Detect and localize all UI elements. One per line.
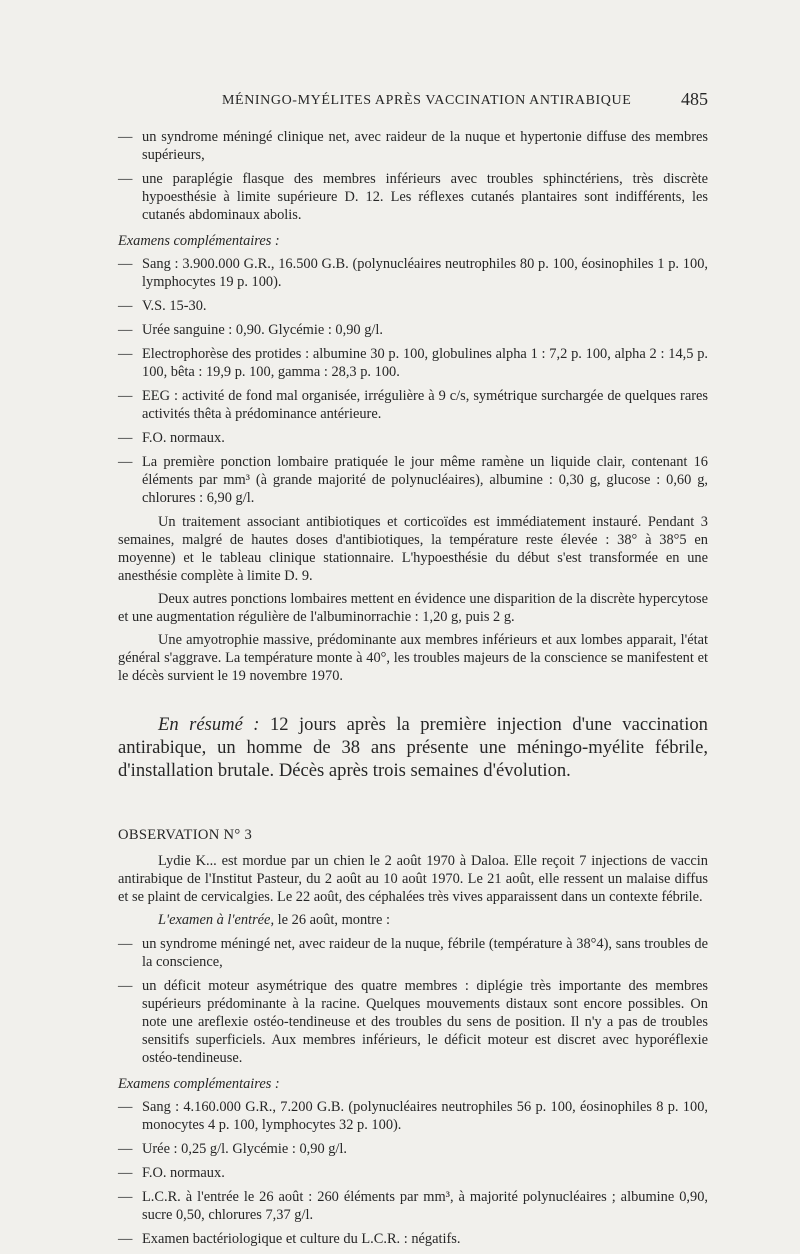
dash-marker: — xyxy=(118,129,133,145)
dash-marker: — xyxy=(118,322,133,338)
list-item xyxy=(118,345,708,381)
dash-marker: — xyxy=(118,256,133,272)
list-item xyxy=(118,1098,708,1134)
item-text: EEG : activité de fond mal organisée, irrégulière à 9 c/s, symétrique surchargée de quelques rares activités thêta à prédominance antérieure. xyxy=(142,388,708,422)
dash-marker: — xyxy=(118,298,133,314)
running-title: MÉNINGO-MYÉLITES APRÈS VACCINATION ANTIRABIQUE xyxy=(222,93,632,108)
item-text: Examen bactériologique et culture du L.C.R. : négatifs. xyxy=(142,1231,461,1247)
item-text: un syndrome méningé clinique net, avec raideur de la nuque et hypertonie diffuse des membres supérieurs, xyxy=(142,129,708,163)
list-item xyxy=(118,321,708,339)
list-item xyxy=(118,1164,708,1182)
dash-marker: — xyxy=(118,936,133,952)
list-item xyxy=(118,1230,708,1248)
paragraph: Deux autres ponctions lombaires mettent en évidence une disparition de la discrète hypercytose et une augmentation régulière de l'albuminorrachie : 1,20 g, puis 2 g. xyxy=(118,591,708,625)
dash-marker: — xyxy=(118,978,133,994)
list-item xyxy=(118,170,708,224)
dash-marker: — xyxy=(118,1189,133,1205)
item-text: Urée sanguine : 0,90. Glycémie : 0,90 g/l. xyxy=(142,322,383,338)
item-text: F.O. normaux. xyxy=(142,430,225,446)
entry-exam-line xyxy=(118,911,708,929)
item-text: Electrophorèse des protides : albumine 30 p. 100, globulines alpha 1 : 7,2 p. 100, alpha 2 : 14,5 p. 100, bêta : 19,9 p. 100, gamma : 28,3 p. 100. xyxy=(142,346,708,380)
section-heading-exams-2: Examens complémentaires : xyxy=(118,1076,280,1092)
dash-marker: — xyxy=(118,1099,133,1115)
dash-marker: — xyxy=(118,1141,133,1157)
dash-marker: — xyxy=(118,1231,133,1247)
running-header xyxy=(222,89,708,109)
summary-paragraph xyxy=(118,713,708,782)
list-item xyxy=(118,255,708,291)
item-text: une paraplégie flasque des membres inférieurs avec troubles sphinctériens, très discrète hypoesthésie à limite supérieure D. 12. Les réflexes cutanés plantaires sont indifférents, les cutanés abdominaux abolis. xyxy=(142,171,708,223)
item-text: Sang : 3.900.000 G.R., 16.500 G.B. (polynucléaires neutrophiles 80 p. 100, éosinophiles 1 p. 100, lymphocytes 19 p. 100). xyxy=(142,256,708,290)
summary-text: 12 jours après la première injection d'une vaccination antirabique, un homme de 38 ans présente une méningo-myélite fébrile, d'installation brutale. Décès après trois semaines d'évolution. xyxy=(118,714,708,781)
entry-exam-lead: L'examen à l'entrée, xyxy=(158,912,275,928)
list-item xyxy=(118,977,708,1067)
item-text: La première ponction lombaire pratiquée le jour même ramène un liquide clair, contenant 16 éléments par mm³ (à grande majorité de polynucléaires), albumine : 0,30 g, glucose : 0,60 g, chlorures : 6,90 g/l. xyxy=(142,454,708,506)
page-body xyxy=(118,128,708,1254)
item-text: F.O. normaux. xyxy=(142,1165,225,1181)
observation-title: OBSERVATION N° 3 xyxy=(118,827,253,843)
list-item xyxy=(118,935,708,971)
page-number: 485 xyxy=(681,89,708,109)
item-text: un déficit moteur asymétrique des quatre membres : diplégie très importante des membres supérieurs prédominante à la racine. Quelques mouvements distaux sont encore possibles. On note une areflexie ostéo-tendineuse et des troubles du sens de position. Il n'y a pas de troubles sensitifs superficiels. Aux membres inférieurs, le déficit moteur est discret avec hyporéflexie ostéo-tendineuse. xyxy=(142,978,708,1066)
dash-marker: — xyxy=(118,388,133,404)
list-item xyxy=(118,387,708,423)
dash-marker: — xyxy=(118,171,133,187)
list-item xyxy=(118,128,708,164)
dash-marker: — xyxy=(118,346,133,362)
item-text: un syndrome méningé net, avec raideur de la nuque, fébrile (température à 38°4), sans troubles de la conscience, xyxy=(142,936,708,970)
item-text: Urée : 0,25 g/l. Glycémie : 0,90 g/l. xyxy=(142,1141,348,1157)
entry-exam-text: le 26 août, montre : xyxy=(277,912,390,928)
summary-lead: En résumé : xyxy=(158,714,260,735)
item-text: Sang : 4.160.000 G.R., 7.200 G.B. (polynucléaires neutrophiles 56 p. 100, éosinophiles 8 p. 100, monocytes 4 p. 100, lymphocytes 32 p. 100). xyxy=(142,1099,708,1133)
dash-marker: — xyxy=(118,1165,133,1181)
item-text: L.C.R. à l'entrée le 26 août : 260 éléments par mm³, à majorité polynucléaires ; albumine 0,90, sucre 0,50, chlorures 7,37 g/l. xyxy=(142,1189,708,1223)
item-text: V.S. 15-30. xyxy=(142,298,207,314)
dash-marker: — xyxy=(118,454,133,470)
paragraph: Une amyotrophie massive, prédominante aux membres inférieurs et aux lombes apparait, l'état général s'aggrave. La température monte à 40°, les troubles majeurs de la conscience se manifestent et le décès survient le 19 novembre 1970. xyxy=(118,632,708,684)
paragraph: Un traitement associant antibiotiques et corticoïdes est immédiatement instauré. Pendant 3 semaines, malgré de hautes doses d'antibiotiques, la température reste élevée : 38° à 38°5 en moyenne) et le tableau clinique stationnaire. L'hypoesthésie du début s'est transformée en une anesthésie complète à limite D. 9. xyxy=(118,514,708,584)
dash-marker: — xyxy=(118,430,133,446)
list-item xyxy=(118,429,708,447)
list-item xyxy=(118,1188,708,1224)
list-item xyxy=(118,1140,708,1158)
list-item xyxy=(118,297,708,315)
observation-paragraph: Lydie K... est mordue par un chien le 2 août 1970 à Daloa. Elle reçoit 7 injections de vaccin antirabique de l'Institut Pasteur, du 2 août au 10 août 1970. Le 21 août, elle ressent un malaise diffus et se plaint de cervicalgies. Le 22 août, des céphalées très vives apparaissent dans un contexte fébrile. xyxy=(118,853,708,905)
list-item xyxy=(118,453,708,507)
section-heading-exams-1: Examens complémentaires : xyxy=(118,233,280,249)
